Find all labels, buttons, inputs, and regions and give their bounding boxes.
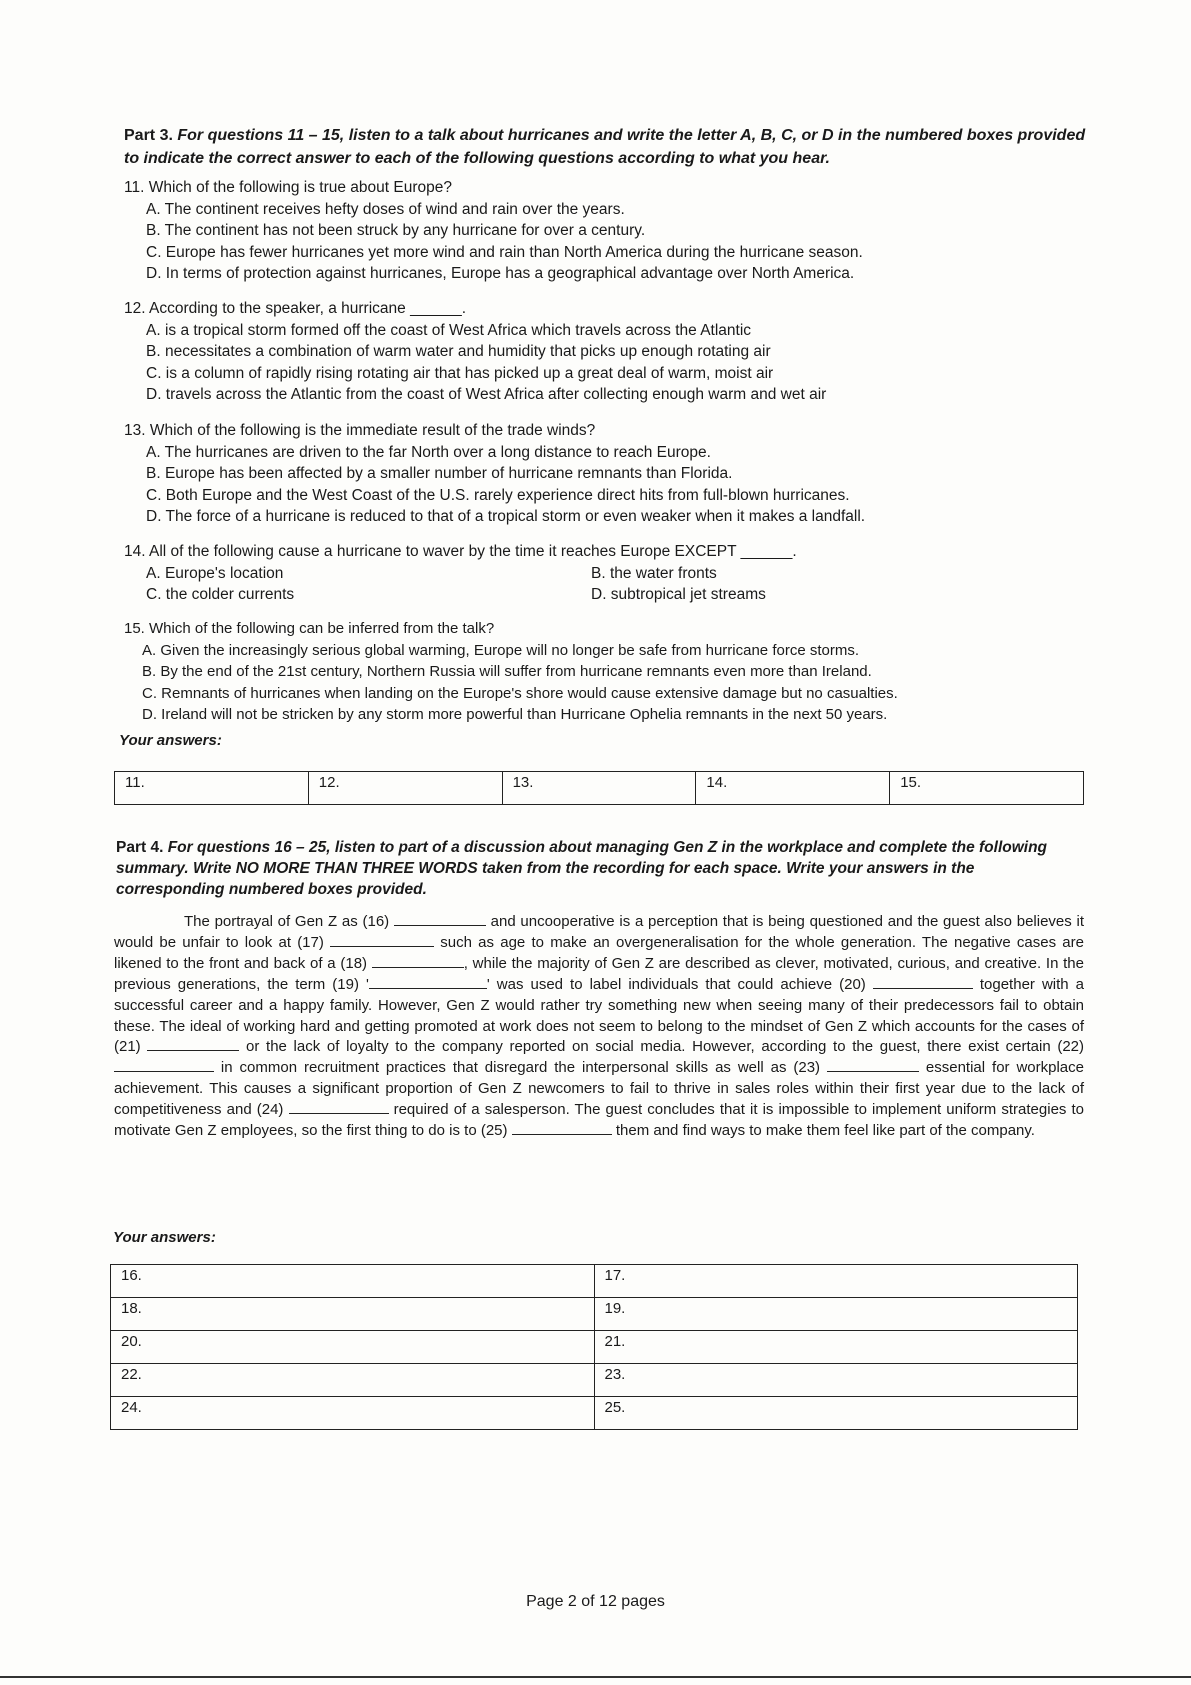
option-a: A. Given the increasingly serious global warming, Europe will no longer be safe from hurricane force storms. (142, 641, 859, 659)
option-c: C. Remnants of hurricanes when landing on the Europe's shore would cause extensive damage but no casualties. (142, 684, 898, 702)
option-c: C. the colder currents (146, 586, 295, 603)
option-b: B. necessitates a combination of warm water and humidity that picks up enough rotating air (146, 343, 771, 360)
part3-label: Part 3. (124, 127, 173, 144)
option-d: D. travels across the Atlantic from the coast of West Africa after collecting enough warm and wet air (146, 386, 827, 403)
option-b: B. the water fronts (591, 564, 717, 582)
summary-text: together with a successful career and a happy family. However, Gen Z would rather try something new when seeing many of their predecessors fail to obtain these. The ideal of working hard and getting promoted at work does not seem to belong to the mindset of Gen Z which accounts for the cases of (21) (114, 975, 1085, 1056)
option-a: A. The hurricanes are driven to the far North over a long distance to reach Europe. (146, 443, 711, 461)
blank-25[interactable] (512, 1121, 612, 1135)
summary-text: ' was used to label individuals that could achieve (20) (486, 975, 873, 993)
option-d: D. In terms of protection against hurricanes, Europe has a geographical advantage over North America. (146, 265, 855, 282)
answer-box-14[interactable]: 14. (696, 772, 890, 805)
summary-text: or the lack of loyalty to the company reported on social media. However, according to the guest, there exist certain (22) (239, 1038, 1085, 1056)
question-stem: 13. Which of the following is the immediate result of the trade winds? (124, 422, 596, 439)
summary-text: The portrayal of Gen Z as (16) (184, 913, 394, 930)
blank-22[interactable] (114, 1058, 214, 1072)
question-stem: 12. According to the speaker, a hurricane ______. (124, 300, 467, 317)
part3-your-answers-label: Your answers: (119, 732, 222, 749)
option-d: D. subtropical jet streams (591, 586, 766, 603)
blank-18[interactable] (372, 954, 464, 968)
question-15 (124, 618, 1092, 726)
blank-23[interactable] (827, 1058, 919, 1072)
part4-label: Part 4. (116, 839, 164, 856)
question-12 (124, 298, 1084, 406)
answer-box-21[interactable]: 21. (594, 1331, 1078, 1364)
answer-box-16[interactable]: 16. (111, 1265, 595, 1298)
question-11 (124, 177, 1084, 285)
option-b: B. The continent has not been struck by any hurricane for over a century. (146, 222, 646, 239)
part3-answer-table (114, 771, 1084, 805)
answer-box-11[interactable]: 11. (115, 772, 309, 805)
part3-instruction: For questions 11 – 15, listen to a talk about hurricanes and write the letter A, B, C, or D in the numbered boxes provided to indicate the correct answer to each of the following questions according to what you hear. (124, 127, 1086, 167)
page-number-footer: Page 2 of 12 pages (526, 1593, 665, 1610)
answer-box-13[interactable]: 13. (502, 772, 696, 805)
summary-text: them and find ways to make them feel like part of the company. (611, 1122, 1035, 1140)
option-a: A. The continent receives hefty doses of wind and rain over the years. (146, 200, 625, 218)
summary-text: required of a salesperson. The guest concludes that it is impossible to implement uniform strategies to motivate Gen Z employees, so the first thing to do is to (25) (114, 1101, 1084, 1140)
answer-box-22[interactable]: 22. (111, 1364, 595, 1397)
summary-text: in common recruitment practices that disregard the interpersonal skills as well as (23) (214, 1059, 827, 1077)
answer-box-25[interactable]: 25. (594, 1397, 1078, 1430)
page-bottom-rule (0, 1676, 1191, 1678)
part4-instruction: For questions 16 – 25, listen to part of a discussion about managing Gen Z in the workplace and complete the following summary. Write NO MORE THAN THREE WORDS taken from the recording for each space. Write your answers in the corresponding numbered boxes provided. (116, 839, 1048, 898)
summary-text: essential for workplace achievement. This causes a significant proportion of Gen Z newcomers to fail to thrive in sales roles within their first year due to the lack of competitiveness and (24) (114, 1059, 1084, 1119)
answer-box-15[interactable]: 15. (890, 772, 1084, 805)
blank-24[interactable] (289, 1100, 389, 1114)
answer-box-20[interactable]: 20. (111, 1331, 595, 1364)
question-stem: 11. Which of the following is true about Europe? (124, 179, 452, 196)
answer-box-17[interactable]: 17. (594, 1265, 1078, 1298)
summary-paragraph (114, 912, 1084, 1142)
summary-text: and uncooperative is a perception that is being questioned and the guest also believes it would be unfair to look at (17) (114, 913, 1084, 951)
answer-box-18[interactable]: 18. (111, 1298, 595, 1331)
part4-heading (116, 837, 1086, 900)
option-d: D. The force of a hurricane is reduced to that of a tropical storm or even weaker when it makes a landfall. (146, 508, 866, 525)
answer-box-23[interactable]: 23. (594, 1364, 1078, 1397)
blank-16[interactable] (394, 912, 486, 926)
option-a: A. is a tropical storm formed off the coast of West Africa which travels across the Atlantic (146, 321, 752, 339)
part4-answer-table (110, 1264, 1078, 1430)
blank-21[interactable] (147, 1037, 239, 1051)
question-stem: 14. All of the following cause a hurricane to waver by the time it reaches Europe EXCEPT ______. (124, 543, 797, 560)
blank-19[interactable] (369, 975, 487, 989)
option-c: C. is a column of rapidly rising rotating air that has picked up a great deal of warm, moist air (146, 364, 774, 382)
option-d: D. Ireland will not be stricken by any storm more powerful than Hurricane Ophelia remnants in the next 50 years. (142, 706, 888, 723)
blank-17[interactable] (330, 933, 434, 947)
option-c: C. Both Europe and the West Coast of the U.S. rarely experience direct hits from full-blown hurricanes. (146, 486, 850, 504)
option-b: B. By the end of the 21st century, Northern Russia will suffer from hurricane remnants even more than Ireland. (142, 663, 872, 680)
answer-box-19[interactable]: 19. (594, 1298, 1078, 1331)
question-stem: 15. Which of the following can be inferred from the talk? (124, 620, 495, 637)
answer-box-24[interactable]: 24. (111, 1397, 595, 1430)
option-c: C. Europe has fewer hurricanes yet more wind and rain than North America during the hurricane season. (146, 243, 863, 261)
question-13 (124, 420, 1084, 528)
summary-text: such as age to make an overgeneralisation for the whole generation. The negative cases are likened to the front and back of a (18) (114, 933, 1084, 972)
part4-your-answers-label: Your answers: (113, 1229, 216, 1246)
part3-heading (124, 124, 1092, 170)
option-b: B. Europe has been affected by a smaller number of hurricane remnants than Florida. (146, 465, 733, 482)
option-a: A. Europe's location (146, 564, 284, 582)
question-14 (124, 541, 1084, 606)
blank-20[interactable] (873, 975, 973, 989)
answer-box-12[interactable]: 12. (308, 772, 502, 805)
summary-text: , while the majority of Gen Z are described as clever, motivated, curious, and creative. In the previous generations, the term (19) ' (114, 954, 1084, 993)
